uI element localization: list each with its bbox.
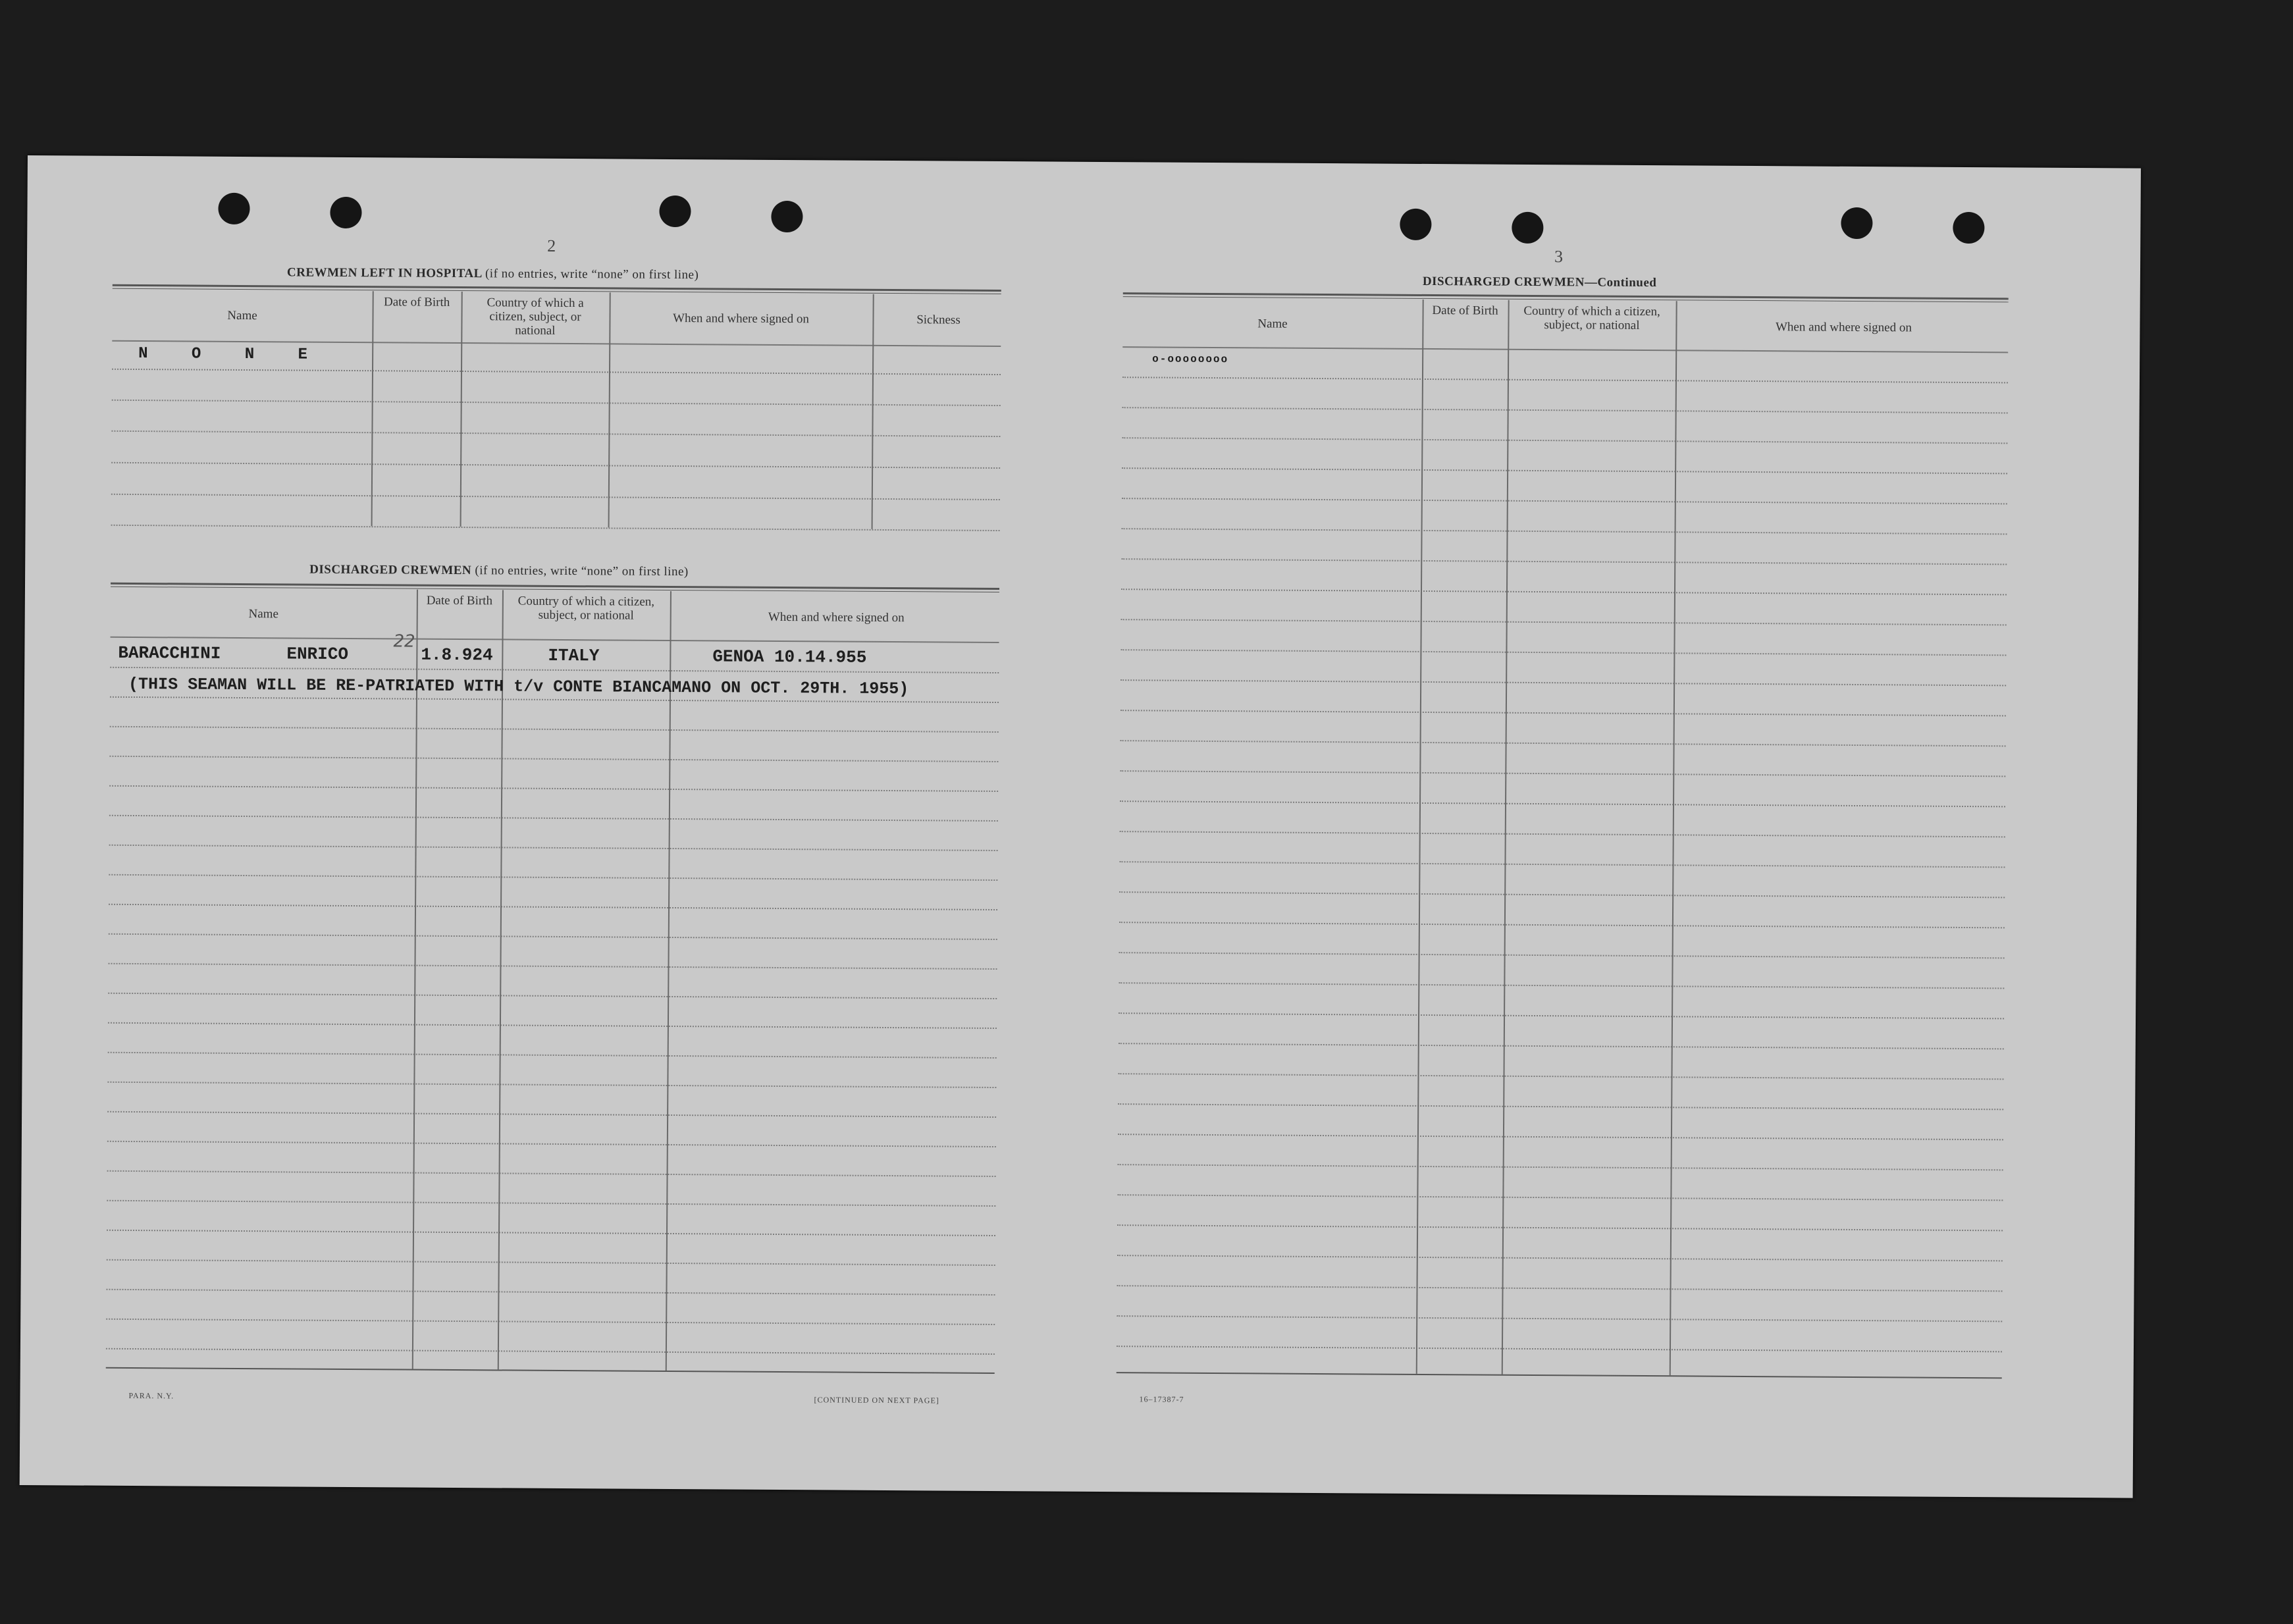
- hospital-entry-none: N O N E: [138, 345, 325, 364]
- right-col-signed: When and where signed on: [1775, 320, 1912, 335]
- hospital-table: [111, 284, 1001, 537]
- hospital-col-name: Name: [227, 308, 257, 323]
- discharged-section-title: [309, 563, 689, 580]
- document-sheet: [20, 155, 2141, 1498]
- row1-surname: BARACCHINI: [118, 642, 221, 664]
- row1-dob: 1.8.924: [421, 644, 493, 666]
- page-number-right: 3: [1554, 247, 1564, 267]
- discharged-table-right: [1117, 292, 2009, 1385]
- right-section-title: DISCHARGED CREWMEN—Continued: [1422, 274, 1657, 290]
- row1-given-name: ENRICO: [286, 644, 349, 664]
- right-col-country: Country of which a citizen, subject, or national: [1523, 303, 1660, 332]
- right-col-name: Name: [1257, 317, 1288, 331]
- discharged-title-note: (if no entries, write “none” on first line): [475, 563, 689, 579]
- discharged-title-text: DISCHARGED CREWMEN: [309, 562, 472, 578]
- footer-continued: [CONTINUED ON NEXT PAGE]: [814, 1395, 939, 1405]
- hospital-col-sickness: Sickness: [916, 313, 961, 327]
- row1-signed-on: GENOA 10.14.955: [712, 646, 867, 668]
- punch-hole: [1841, 207, 1872, 239]
- discharged-table-left: [106, 583, 999, 1378]
- discharged-col-dob: Date of Birth: [426, 593, 493, 608]
- punch-hole: [1953, 212, 1984, 244]
- hospital-title-note: (if no entries, write “none” on first line): [485, 267, 699, 282]
- punch-hole: [218, 193, 250, 224]
- discharged-col-signed: When and where signed on: [768, 610, 905, 625]
- discharged-col-country: Country of which a citizen, subject, or national: [517, 594, 655, 623]
- hospital-col-signed: When and where signed on: [673, 311, 809, 327]
- footer-form-number: 16–17387-7: [1139, 1394, 1184, 1404]
- punch-hole: [330, 197, 361, 228]
- hospital-title-text: CREWMEN LEFT IN HOSPITAL: [286, 265, 482, 281]
- punch-hole: [771, 201, 803, 232]
- hospital-col-country: Country of which a citizen, subject, or national: [487, 296, 584, 338]
- right-entry-line: o-oooooooo: [1152, 353, 1229, 366]
- discharged-col-name: Name: [248, 607, 279, 621]
- punch-hole: [1400, 209, 1431, 240]
- punch-hole: [659, 196, 691, 227]
- page-number-left: 2: [547, 236, 556, 255]
- hospital-section-title: [287, 265, 699, 282]
- right-col-dob: Date of Birth: [1432, 303, 1498, 318]
- row1-country: ITALY: [548, 645, 600, 666]
- footer-printer-left: PARA. N.Y.: [128, 1390, 174, 1401]
- punch-hole: [1512, 212, 1543, 244]
- hospital-col-dob: Date of Birth: [383, 295, 450, 309]
- handwritten-mark: 22: [393, 631, 415, 652]
- row2-remark: (THIS SEAMAN WILL BE RE-PATRIATED WITH t/v CONTE BIANCAMANO ON OCT. 29TH. 1955): [128, 674, 909, 699]
